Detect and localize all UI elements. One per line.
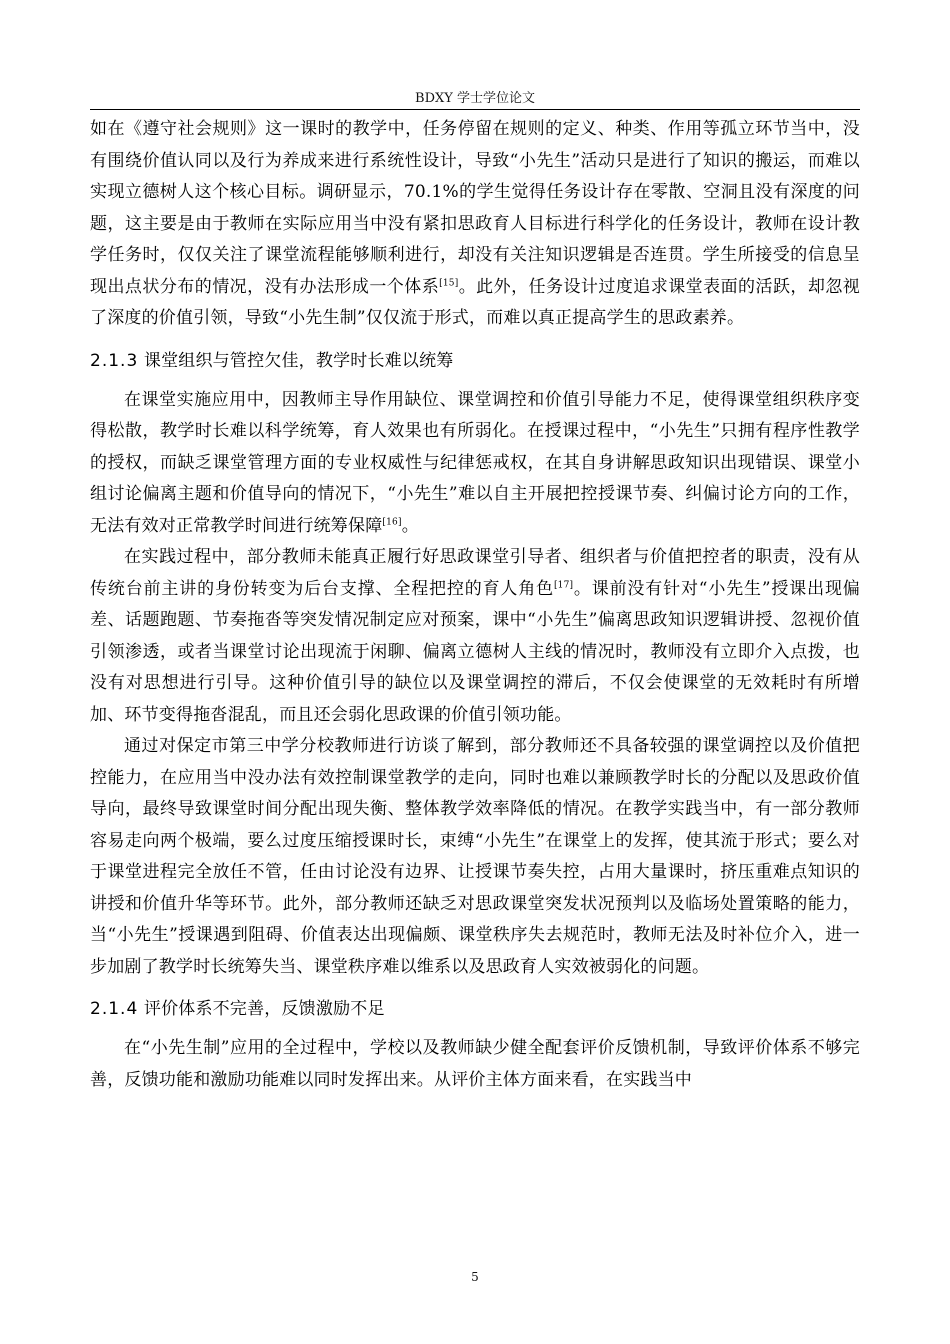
paragraph-2-text-b: 。 <box>401 515 419 536</box>
paragraph-2-text-a: 在课堂实施应用中，因教师主导作用缺位、课堂调控和价值引导能力不足，使得课堂组织秩序变得松散，教学时长难以科学统筹，育人效果也有所弱化。在授课过程中，“小先生”只拥有程序性教学的授权，而缺乏课堂管理方面的专业权威性与纪律惩戒权，在其自身讲解思政知识出现错误、课堂小组讨论偏离主题和价值导向的情况下，“小先生”难以自主开展把控授课节奏、纠偏讨论方向的工作，无法有效对正常教学时间进行统筹保障 <box>90 389 860 536</box>
paragraph-3-text-b: 。课前没有针对“小先生”授课出现偏差、话题跑题、节奏拖沓等突发情况制定应对预案，课中“小先生”偏离思政知识逻辑讲授、忽视价值引领渗透，或者当课堂讨论出现流于闲聊、偏离立德树人主线的情况时，教师没有立即介入点拨，也没有对思想进行引导。这种价值引导的缺位以及课堂调控的滞后，不仅会使课堂的无效耗时有所增加、环节变得拖沓混乱，而且还会弱化思政课的价值引领功能。 <box>90 578 860 725</box>
section-title: 评价体系不完善，反馈激励不足 <box>143 999 385 1019</box>
section-number: 2.1.4 <box>90 999 139 1019</box>
citation-17: [17] <box>553 579 574 590</box>
citation-15: [15] <box>439 277 459 288</box>
paragraph-4: 通过对保定市第三中学分校教师进行访谈了解到，部分教师还不具备较强的课堂调控以及价值把控能力，在应用当中没办法有效控制课堂教学的走向，同时也难以兼顾教学时长的分配以及思政价值导向，最终导致课堂时间分配出现失衡、整体教学效率降低的情况。在教学实践当中，有一部分教师容易走向两个极端，要么过度压缩授课时长，束缚“小先生”在课堂上的发挥，使其流于形式；要么对于课堂进程完全放任不管，任由讨论没有边界、让授课节奏失控，占用大量课时，挤压重难点知识的讲授和价值升华等环节。此外，部分教师还缺乏对思政课堂突发状况预判以及临场处置策略的能力，当“小先生”授课遇到阻碍、价值表达出现偏颇、课堂秩序失去规范时，教师无法及时补位介入，进一步加剧了教学时长统筹失当、课堂秩序难以维系以及思政育人实效被弱化的问题。 <box>90 736 860 977</box>
section-heading-2-1-4 <box>90 993 860 1025</box>
paragraph-3-text-a: 在实践过程中，部分教师未能真正履行好思政课堂引导者、组织者与价值把控者的职责，没有从传统台前主讲的身份转变为后台支撑、全程把控的育人角色 <box>90 547 860 599</box>
paragraph-1 <box>90 114 860 335</box>
paragraph-2 <box>90 385 860 543</box>
paragraph-3 <box>90 542 860 731</box>
citation-16: [16] <box>382 516 402 527</box>
paragraph-5: 在“小先生制”应用的全过程中，学校以及教师缺少健全配套评价反馈机制，导致评价体系不够完善，反馈功能和激励功能难以同时发挥出来。从评价主体方面来看，在实践当中 <box>90 1038 860 1090</box>
paragraph-1-text-b: 。此外，任务设计过度追求课堂表面的活跃，却忽视了深度的价值引领，导致“小先生制”仅仅流于形式，而难以真正提高学生的思政素养。 <box>90 276 860 328</box>
running-header: BDXY 学士学位论文 <box>415 91 535 106</box>
section-title: 课堂组织与管控欠佳，教学时长难以统筹 <box>143 350 454 371</box>
section-number: 2.1.3 <box>90 350 139 371</box>
page-body <box>90 114 860 1096</box>
paragraph-1-text-a: 如在《遵守社会规则》这一课时的教学中，任务停留在规则的定义、种类、作用等孤立环节当中，没有围绕价值认同以及行为养成来进行系统性设计，导致“小先生”活动只是进行了知识的搬运，而难以实现立德树人这个核心目标。调研显示，70.1%的学生觉得任务设计存在零散、空洞且没有深度的问题，这主要是由于教师在实际应用当中没有紧扣思政育人目标进行科学化的任务设计，教师在设计教学任务时，仅仅关注了课堂流程能够顺利进行，却没有关注知识逻辑是否连贯。学生所接受的信息呈现出点状分布的情况，没有办法形成一个体系 <box>90 119 860 297</box>
page-number: 5 <box>471 1270 479 1284</box>
header-rule <box>90 109 860 110</box>
section-heading-2-1-3 <box>90 345 860 377</box>
